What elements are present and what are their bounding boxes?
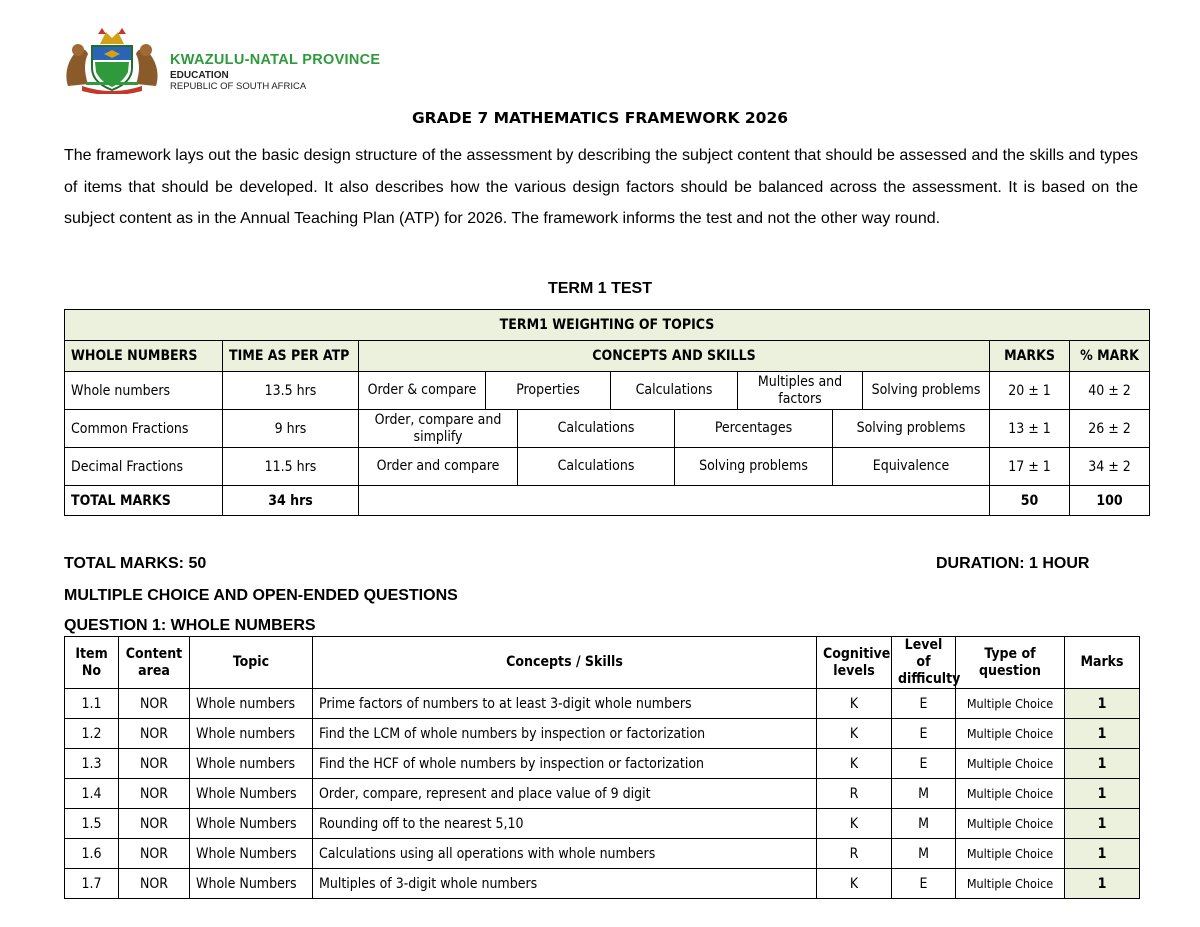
concept-cell: Order, compare, represent and place value of 9 digit <box>313 779 817 809</box>
concept-item: Calculations <box>517 410 674 447</box>
table-row <box>65 749 1140 779</box>
marks-cell: 13 ± 1 <box>990 410 1070 448</box>
item-no-cell: 1.6 <box>65 839 119 869</box>
difficulty-cell: E <box>892 689 956 719</box>
total-percent: 100 <box>1070 486 1150 516</box>
header-cognitive-levels: Cognitive levels <box>817 637 892 689</box>
item-no-cell: 1.4 <box>65 779 119 809</box>
concept-item: Calculations <box>517 448 674 485</box>
table-row <box>65 719 1140 749</box>
question-type-cell: Multiple Choice <box>956 689 1065 719</box>
table-row <box>65 839 1140 869</box>
item-no-cell: 1.7 <box>65 869 119 899</box>
org-name: KWAZULU-NATAL PROVINCE <box>170 52 381 68</box>
total-time: 34 hrs <box>223 486 359 516</box>
topic-cell: Whole numbers <box>190 689 313 719</box>
item-no-cell: 1.2 <box>65 719 119 749</box>
cognitive-level-cell: K <box>817 749 892 779</box>
country-name: REPUBLIC OF SOUTH AFRICA <box>170 81 307 92</box>
concept-item: Multiples and factors <box>737 372 862 409</box>
page-title: GRADE 7 MATHEMATICS FRAMEWORK 2026 <box>411 109 789 127</box>
concept-item: Order and compare <box>376 458 500 474</box>
marks-cell: 20 ± 1 <box>990 372 1070 410</box>
marks-cell: 1 <box>1065 809 1140 839</box>
concept-cell: Find the LCM of whole numbers by inspection or factorization <box>313 719 817 749</box>
marks-cell: 17 ± 1 <box>990 448 1070 486</box>
marks-cell: 1 <box>1065 779 1140 809</box>
content-area-cell: NOR <box>119 749 190 779</box>
content-area-cell: NOR <box>119 719 190 749</box>
marks-cell: 1 <box>1065 839 1140 869</box>
difficulty-cell: M <box>892 779 956 809</box>
content-area-cell: NOR <box>119 839 190 869</box>
difficulty-cell: M <box>892 809 956 839</box>
marks-cell: 1 <box>1065 869 1140 899</box>
concept-cell: Calculations using all operations with whole numbers <box>313 839 817 869</box>
concept-item: Properties <box>485 372 610 409</box>
concepts-cell <box>359 448 990 486</box>
weighting-row <box>65 410 1150 448</box>
weighting-row <box>65 372 1150 410</box>
header-topic: WHOLE NUMBERS <box>65 341 223 372</box>
concepts-cell <box>359 372 990 410</box>
content-area-cell: NOR <box>119 689 190 719</box>
topic-cell: Whole Numbers <box>190 809 313 839</box>
concepts-cell <box>359 410 990 448</box>
content-area-cell: NOR <box>119 779 190 809</box>
weighting-title: TERM1 WEIGHTING OF TOPICS <box>65 310 1150 341</box>
header-difficulty: Level of difficulty <box>892 637 956 689</box>
topic-cell: Whole numbers <box>190 749 313 779</box>
concept-cell: Multiples of 3-digit whole numbers <box>313 869 817 899</box>
weighting-header-row <box>65 341 1150 372</box>
cognitive-level-cell: R <box>817 839 892 869</box>
header-time: TIME AS PER ATP <box>223 341 359 372</box>
total-marks-label: TOTAL MARKS: 50 <box>64 555 207 572</box>
weighting-total-row <box>65 486 1150 516</box>
table-row <box>65 779 1140 809</box>
intro-paragraph: The framework lays out the basic design structure of the assessment by describing the subject content that should be assessed and the skills and types of items that should be developed. It also describes how the various design factors should be balanced across the assessment. It is based on the subject content as in the Annual Teaching Plan (ATP) for 2026. The framework informs the test and not the other way round. <box>64 147 1138 227</box>
question-table <box>64 636 1140 899</box>
concept-item: Solving problems <box>862 372 989 409</box>
concept-cell: Rounding off to the nearest 5,10 <box>313 809 817 839</box>
question-type-cell: Multiple Choice <box>956 719 1065 749</box>
marks-cell: 1 <box>1065 719 1140 749</box>
concept-item: Order, compare and simplify <box>374 411 502 445</box>
concept-cell: Prime factors of numbers to at least 3-digit whole numbers <box>313 689 817 719</box>
weighting-row <box>65 448 1150 486</box>
concept-item: Order & compare <box>367 382 477 398</box>
department-name: EDUCATION <box>170 70 229 81</box>
question-types-heading: MULTIPLE CHOICE AND OPEN-ENDED QUESTIONS <box>64 587 458 604</box>
time-cell: 13.5 hrs <box>223 372 359 410</box>
question-type-cell: Multiple Choice <box>956 869 1065 899</box>
header-concepts: CONCEPTS AND SKILLS <box>359 341 990 372</box>
concept-item: Equivalence <box>832 448 989 485</box>
question-type-cell: Multiple Choice <box>956 839 1065 869</box>
percent-cell: 34 ± 2 <box>1070 448 1150 486</box>
topic-cell: Whole Numbers <box>190 779 313 809</box>
difficulty-cell: E <box>892 719 956 749</box>
weighting-table <box>64 309 1150 516</box>
percent-cell: 26 ± 2 <box>1070 410 1150 448</box>
cognitive-level-cell: R <box>817 779 892 809</box>
percent-cell: 40 ± 2 <box>1070 372 1150 410</box>
content-area-cell: NOR <box>119 869 190 899</box>
header-percent: % MARK <box>1070 341 1150 372</box>
table-row <box>65 689 1140 719</box>
table-row <box>65 869 1140 899</box>
time-cell: 11.5 hrs <box>223 448 359 486</box>
marks-cell: 1 <box>1065 689 1140 719</box>
topic-cell: Common Fractions <box>65 410 223 448</box>
item-no-cell: 1.5 <box>65 809 119 839</box>
header-item-no: Item No <box>65 637 119 689</box>
concept-cell: Find the HCF of whole numbers by inspection or factorization <box>313 749 817 779</box>
header-concepts-skills: Concepts / Skills <box>313 637 817 689</box>
header-content-area: Content area <box>119 637 190 689</box>
kzn-coat-of-arms-icon <box>62 28 162 94</box>
difficulty-cell: E <box>892 869 956 899</box>
item-no-cell: 1.3 <box>65 749 119 779</box>
concept-item: Calculations <box>610 372 737 409</box>
topic-cell: Whole numbers <box>190 719 313 749</box>
difficulty-cell: E <box>892 749 956 779</box>
topic-cell: Whole Numbers <box>190 839 313 869</box>
table-row <box>65 809 1140 839</box>
time-cell: 9 hrs <box>223 410 359 448</box>
cognitive-level-cell: K <box>817 689 892 719</box>
total-marks: 50 <box>990 486 1070 516</box>
letterhead <box>62 28 442 96</box>
question-heading: QUESTION 1: WHOLE NUMBERS <box>64 617 316 634</box>
total-concepts-blank <box>359 486 990 516</box>
cognitive-level-cell: K <box>817 809 892 839</box>
cognitive-level-cell: K <box>817 719 892 749</box>
content-area-cell: NOR <box>119 809 190 839</box>
question-type-cell: Multiple Choice <box>956 809 1065 839</box>
question-header-row <box>65 637 1140 689</box>
header-topic: Topic <box>190 637 313 689</box>
question-type-cell: Multiple Choice <box>956 779 1065 809</box>
term-title: TERM 1 TEST <box>547 280 652 297</box>
topic-cell: Decimal Fractions <box>65 448 223 486</box>
topic-cell: Whole Numbers <box>190 869 313 899</box>
header-marks: MARKS <box>990 341 1070 372</box>
header-question-type: Type of question <box>956 637 1065 689</box>
question-rows <box>65 689 1140 899</box>
item-no-cell: 1.1 <box>65 689 119 719</box>
marks-cell: 1 <box>1065 749 1140 779</box>
cognitive-level-cell: K <box>817 869 892 899</box>
concept-item: Percentages <box>674 410 832 447</box>
header-marks: Marks <box>1065 637 1140 689</box>
concept-item: Solving problems <box>832 410 989 447</box>
difficulty-cell: M <box>892 839 956 869</box>
total-label: TOTAL MARKS <box>65 486 223 516</box>
duration-label: DURATION: 1 HOUR <box>936 555 1090 572</box>
concept-item: Solving problems <box>674 448 832 485</box>
topic-cell: Whole numbers <box>65 372 223 410</box>
weighting-title-row <box>65 310 1150 341</box>
question-type-cell: Multiple Choice <box>956 749 1065 779</box>
